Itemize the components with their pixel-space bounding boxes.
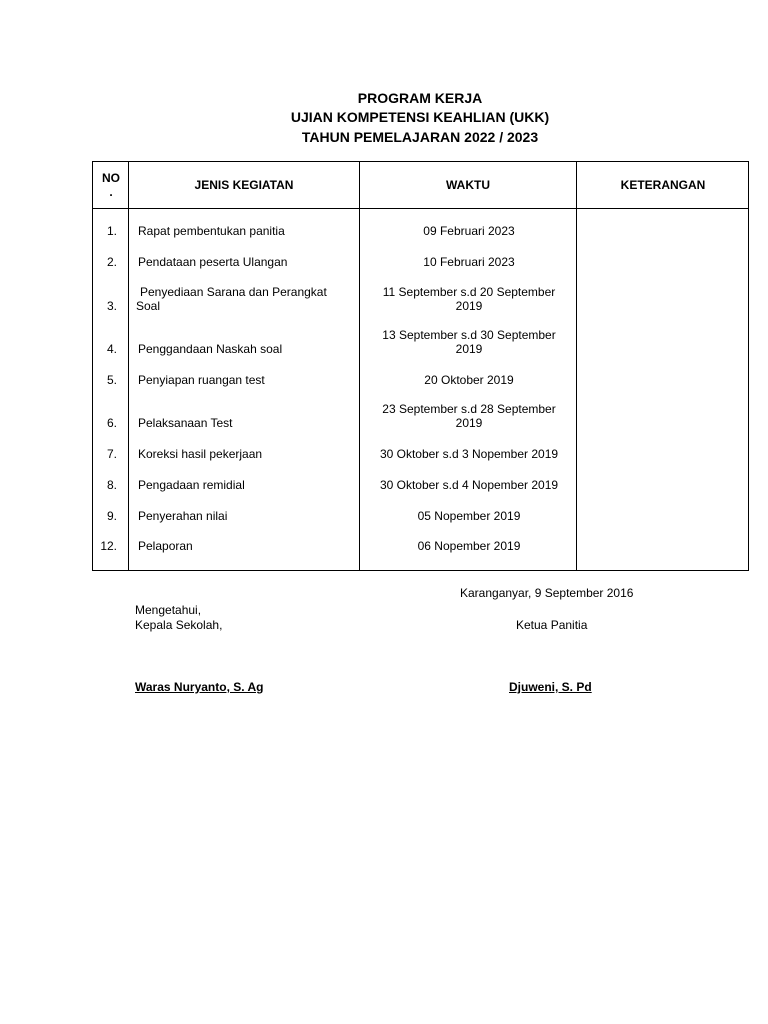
header-no-text: NO (102, 171, 120, 185)
document-title: PROGRAM KERJA (357, 90, 483, 106)
row-waktu: 05 Nopember 2019 (417, 509, 521, 523)
row-kegiatan: Penyiapan ruangan test (138, 373, 265, 387)
row-kegiatan (136, 285, 356, 313)
row-waktu-line: 2019 (455, 299, 483, 313)
row-number: 9. (106, 509, 117, 523)
row-waktu: 09 Februari 2023 (423, 224, 515, 238)
kepala-sekolah-label: Kepala Sekolah, (135, 618, 223, 632)
kepala-sekolah-name: Waras Nuryanto, S. Ag (135, 680, 264, 694)
place-date: Karanganyar, 9 September 2016 (460, 586, 634, 600)
row-waktu (361, 285, 577, 313)
row-number: 1. (106, 224, 117, 238)
row-number: 3. (106, 299, 117, 313)
row-number: 7. (106, 447, 117, 461)
row-waktu: 10 Februari 2023 (423, 255, 515, 269)
row-waktu-line: 11 September s.d 20 September (382, 285, 556, 299)
row-kegiatan: Rapat pembentukan panitia (138, 224, 285, 238)
row-number: 6. (106, 416, 117, 430)
row-waktu-line: 23 September s.d 28 September (382, 402, 556, 416)
row-kegiatan: Pelaporan (138, 539, 193, 553)
header-waktu: WAKTU (446, 178, 490, 192)
academic-year: TAHUN PEMELAJARAN 2022 / 2023 (301, 129, 539, 145)
row-number: 12. (100, 539, 117, 553)
row-kegiatan: Pengadaan remidial (138, 478, 245, 492)
row-kegiatan-line: Soal (136, 299, 161, 313)
row-kegiatan: Koreksi hasil pekerjaan (138, 447, 263, 461)
row-waktu: 20 Oktober 2019 (424, 373, 514, 387)
row-kegiatan: Pelaksanaan Test (138, 416, 233, 430)
row-waktu: 30 Oktober s.d 3 Nopember 2019 (379, 447, 559, 461)
row-waktu (361, 328, 577, 356)
row-kegiatan-line: Penyediaan Sarana dan Perangkat (140, 285, 327, 299)
mengetahui-label: Mengetahui, (135, 603, 202, 617)
row-number: 2. (106, 255, 117, 269)
header-divider (93, 208, 748, 209)
row-number: 5. (106, 373, 117, 387)
row-kegiatan: Pendataan peserta Ulangan (138, 255, 288, 269)
row-kegiatan: Penyerahan nilai (138, 509, 228, 523)
row-waktu (361, 402, 577, 430)
row-number: 4. (106, 342, 117, 356)
row-waktu: 06 Nopember 2019 (417, 539, 521, 553)
document-subtitle: UJIAN KOMPETENSI KEAHLIAN (UKK) (290, 109, 550, 125)
row-waktu-line: 2019 (455, 416, 483, 430)
program-table (92, 161, 749, 571)
row-waktu-line: 13 September s.d 30 September (382, 328, 556, 342)
header-keterangan: KETERANGAN (620, 178, 706, 192)
column-divider (359, 162, 360, 570)
row-waktu-line: 2019 (455, 342, 483, 356)
header-no (93, 162, 129, 208)
row-waktu: 30 Oktober s.d 4 Nopember 2019 (379, 478, 559, 492)
ketua-panitia-name: Djuweni, S. Pd (509, 680, 592, 694)
header-no-dot: . (109, 185, 113, 199)
row-number: 8. (106, 478, 117, 492)
ketua-panitia-label: Ketua Panitia (516, 618, 588, 632)
header-jenis-kegiatan: JENIS KEGIATAN (194, 178, 294, 192)
row-kegiatan: Penggandaan Naskah soal (138, 342, 283, 356)
